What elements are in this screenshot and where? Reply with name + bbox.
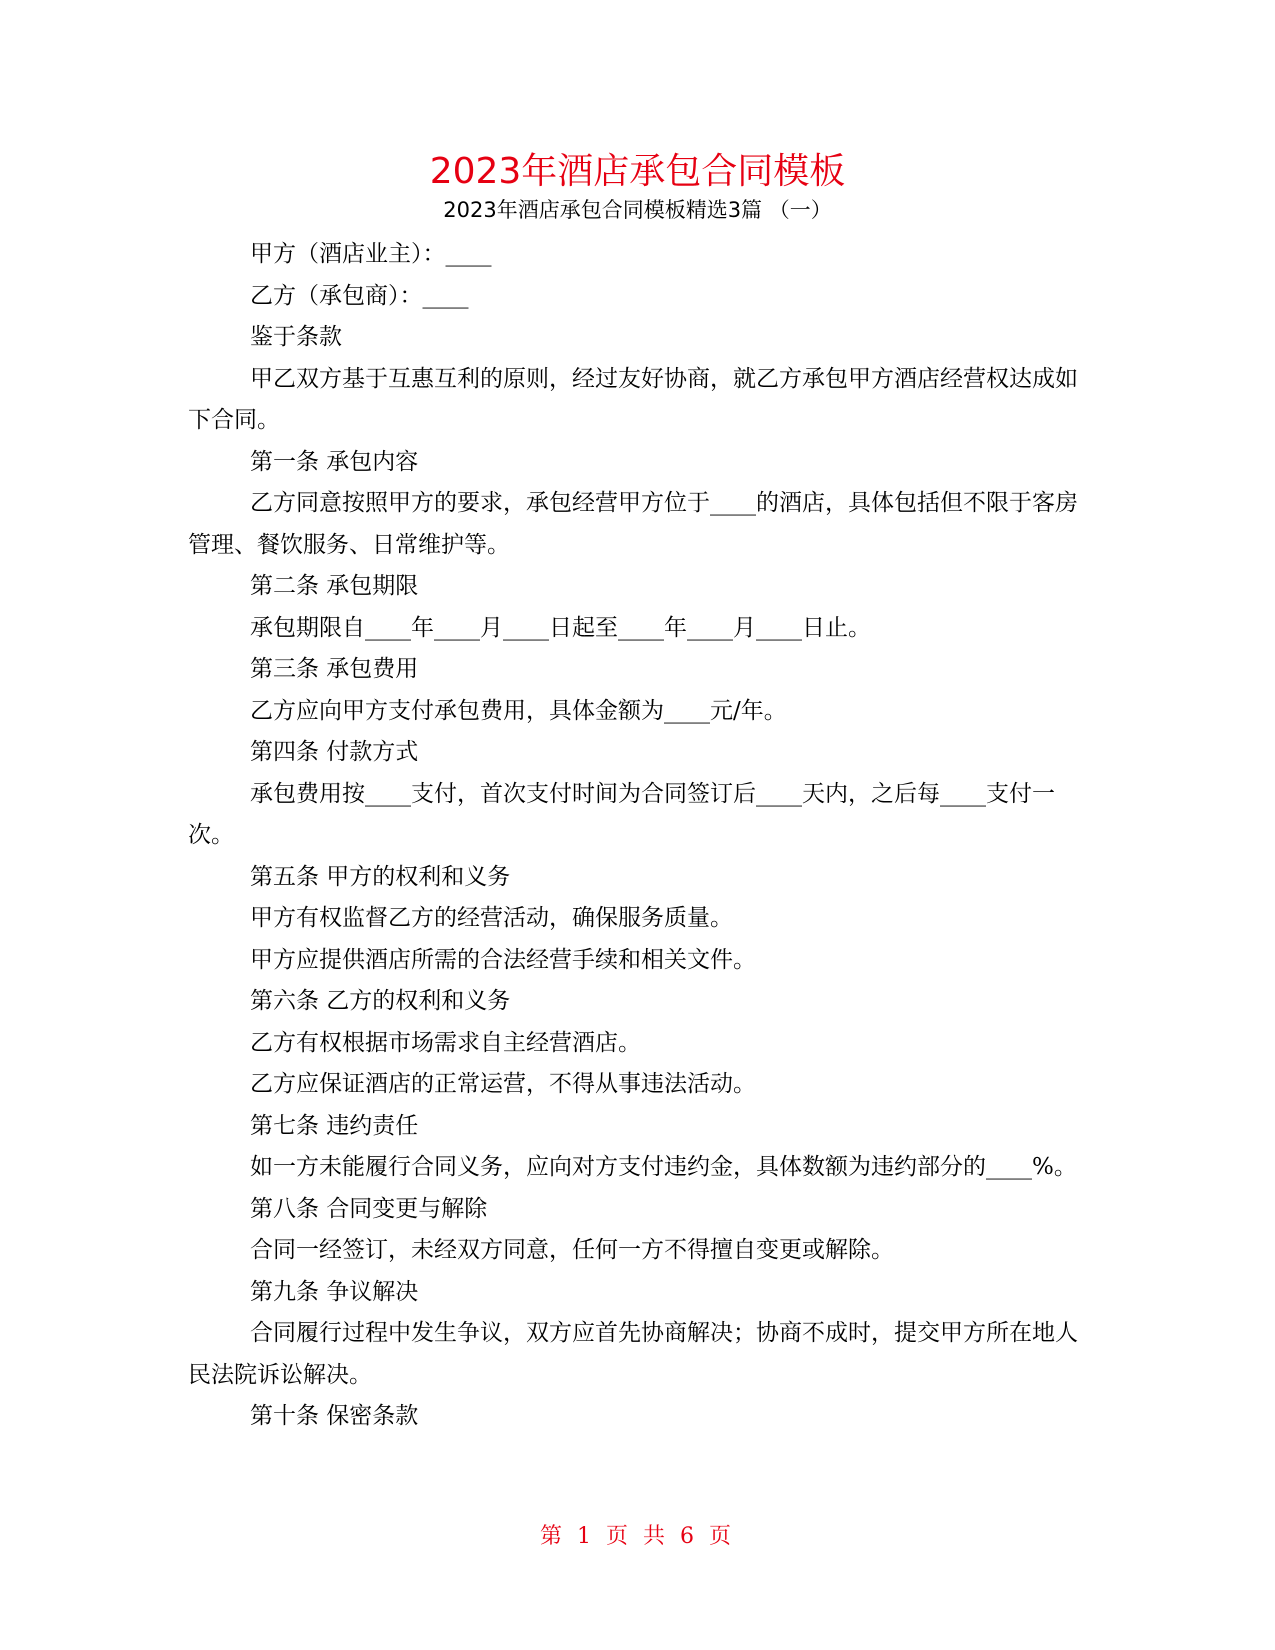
article-4-heading: 第四条 付款方式 — [250, 739, 419, 765]
page-number-footer: 第 1 页 共 6 页 — [540, 1524, 735, 1549]
article-9-heading: 第九条 争议解决 — [250, 1278, 419, 1305]
article-5-text-2: 甲方应提供酒店所需的合法经营手续和相关文件。 — [250, 946, 756, 973]
article-2-heading: 第二条 承包期限 — [250, 573, 419, 599]
document-title: 2023年酒店承包合同模板 — [429, 151, 846, 192]
party-a-line: 甲方（酒店业主）：____ — [250, 241, 492, 267]
article-6-text-1: 乙方有权根据市场需求自主经营酒店。 — [250, 1029, 641, 1056]
article-7-heading: 第七条 违约责任 — [250, 1112, 419, 1139]
article-5-heading: 第五条 甲方的权利和义务 — [250, 863, 511, 890]
recital-text: 甲乙双方基于互惠互利的原则，经过友好协商，就乙方承包甲方酒店经营权达成如下合同。 — [188, 365, 1078, 433]
article-2-text: 承包期限自____年____月____日起至____年____月____日止。 — [250, 614, 871, 641]
article-3-text: 乙方应向甲方支付承包费用，具体金额为____元/年。 — [250, 697, 787, 724]
article-5-text-1: 甲方有权监督乙方的经营活动，确保服务质量。 — [250, 905, 733, 931]
article-4-text: 承包费用按____支付，首次支付时间为合同签订后____天内，之后每____支付一次。 — [188, 780, 1055, 848]
article-7-text: 如一方未能履行合同义务，应向对方支付违约金，具体数额为违约部分的____%。 — [250, 1154, 1077, 1180]
article-9-text: 合同履行过程中发生争议，双方应首先协商解决；协商不成时，提交甲方所在地人民法院诉讼解决。 — [188, 1320, 1078, 1388]
article-8-heading: 第八条 合同变更与解除 — [250, 1195, 488, 1222]
article-3-heading: 第三条 承包费用 — [250, 656, 419, 682]
document-body — [188, 234, 1088, 1438]
article-6-text-2: 乙方应保证酒店的正常运营，不得从事违法活动。 — [250, 1071, 756, 1097]
article-1-heading: 第一条 承包内容 — [250, 448, 419, 475]
document-subtitle: 2023年酒店承包合同模板精选3篇 （一） — [443, 198, 832, 222]
article-1-text: 乙方同意按照甲方的要求，承包经营甲方位于____的酒店，具体包括但不限于客房管理、餐饮服务、日常维护等。 — [188, 490, 1078, 558]
article-8-text: 合同一经签订，未经双方同意，任何一方不得擅自变更或解除。 — [250, 1237, 894, 1263]
recital-heading: 鉴于条款 — [250, 324, 342, 350]
article-10-heading: 第十条 保密条款 — [250, 1403, 419, 1429]
party-b-line: 乙方（承包商）：____ — [250, 282, 469, 309]
article-6-heading: 第六条 乙方的权利和义务 — [250, 988, 511, 1014]
